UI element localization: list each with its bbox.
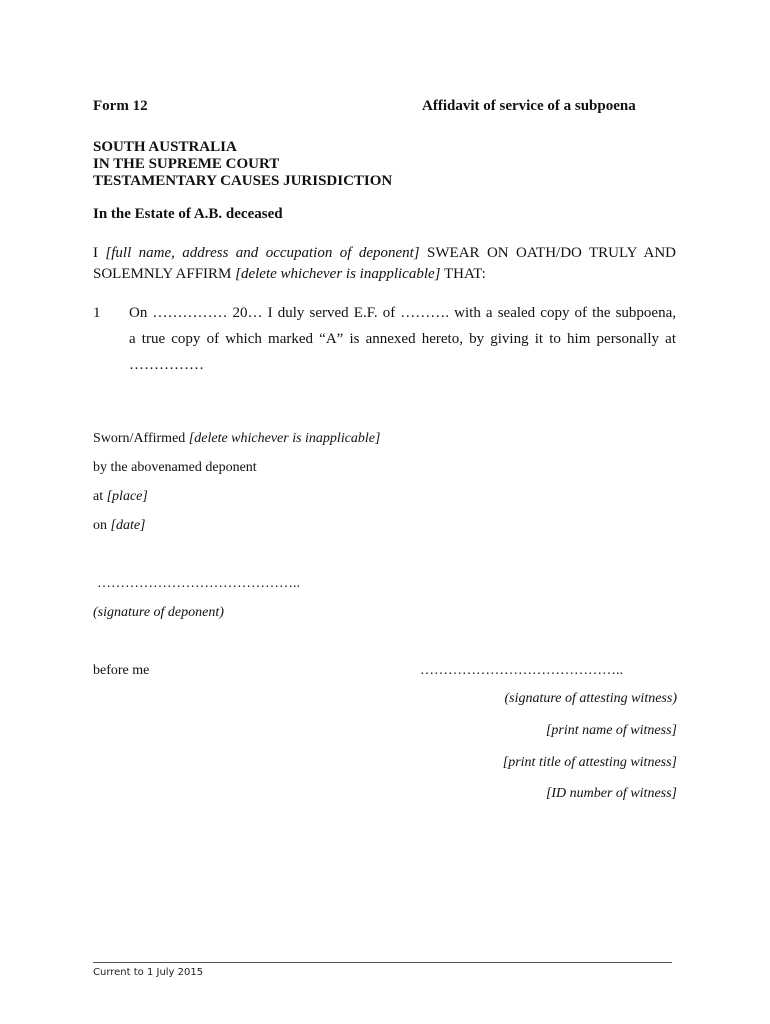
deponent-intro: I <box>93 245 106 261</box>
jurat-place-note: [place] <box>106 489 148 504</box>
form-number: Form 12 <box>93 98 148 114</box>
estate-heading: In the Estate of A.B. deceased <box>93 206 283 222</box>
jurat-deponent: by the abovenamed deponent <box>93 460 257 475</box>
jurat-at-label: at <box>93 489 107 504</box>
jurat-date-note: [date] <box>110 518 146 533</box>
clause-number: 1 <box>93 305 101 321</box>
witness-id-label: [ID number of witness] <box>545 786 677 801</box>
deponent-signature-line: …………………………………….. <box>97 576 300 591</box>
deponent-that: THAT: <box>440 266 486 282</box>
deponent-oath: SWEAR ON OATH/DO TRULY AND SOLEMNLY AFFIRM <box>93 245 676 282</box>
jurat-sworn <box>93 431 380 447</box>
before-me-label: before me <box>93 663 150 678</box>
footer-divider <box>93 962 672 963</box>
jurat-place <box>93 489 148 505</box>
witness-signature-label: (signature of attesting witness) <box>504 691 677 706</box>
footer-currency-note: Current to 1 July 2015 <box>93 967 204 978</box>
jurat-date <box>93 518 146 534</box>
jurat-sworn-note: [delete whichever is inapplicable] <box>188 431 381 446</box>
jurat-on-label: on <box>93 518 111 533</box>
jurisdiction-state: SOUTH AUSTRALIA <box>93 139 237 155</box>
witness-title-label: [print title of attesting witness] <box>502 755 677 770</box>
deponent-signature-label: (signature of deponent) <box>93 605 224 620</box>
clause-line-1: On …………… 20… I duly served E.F. of ………. with a sealed copy of the subpoena, <box>129 305 676 321</box>
jurat-sworn-label: Sworn/Affirmed <box>93 431 189 446</box>
witness-signature-line: …………………………………….. <box>420 663 623 678</box>
deponent-statement <box>93 243 676 285</box>
clause-line-2: a true copy of which marked “A” is annexed hereto, by giving it to him personally at <box>129 331 676 347</box>
court-jurisdiction: TESTAMENTARY CAUSES JURISDICTION <box>93 173 393 189</box>
witness-name-label: [print name of witness] <box>545 723 677 738</box>
clause-line-3: …………… <box>129 357 204 373</box>
form-title: Affidavit of service of a subpoena <box>422 98 636 114</box>
court-name: IN THE SUPREME COURT <box>93 156 280 172</box>
deponent-name-note: [full name, address and occupation of deponent] <box>105 245 420 261</box>
deponent-delete-note: [delete whichever is inapplicable] <box>235 266 441 282</box>
